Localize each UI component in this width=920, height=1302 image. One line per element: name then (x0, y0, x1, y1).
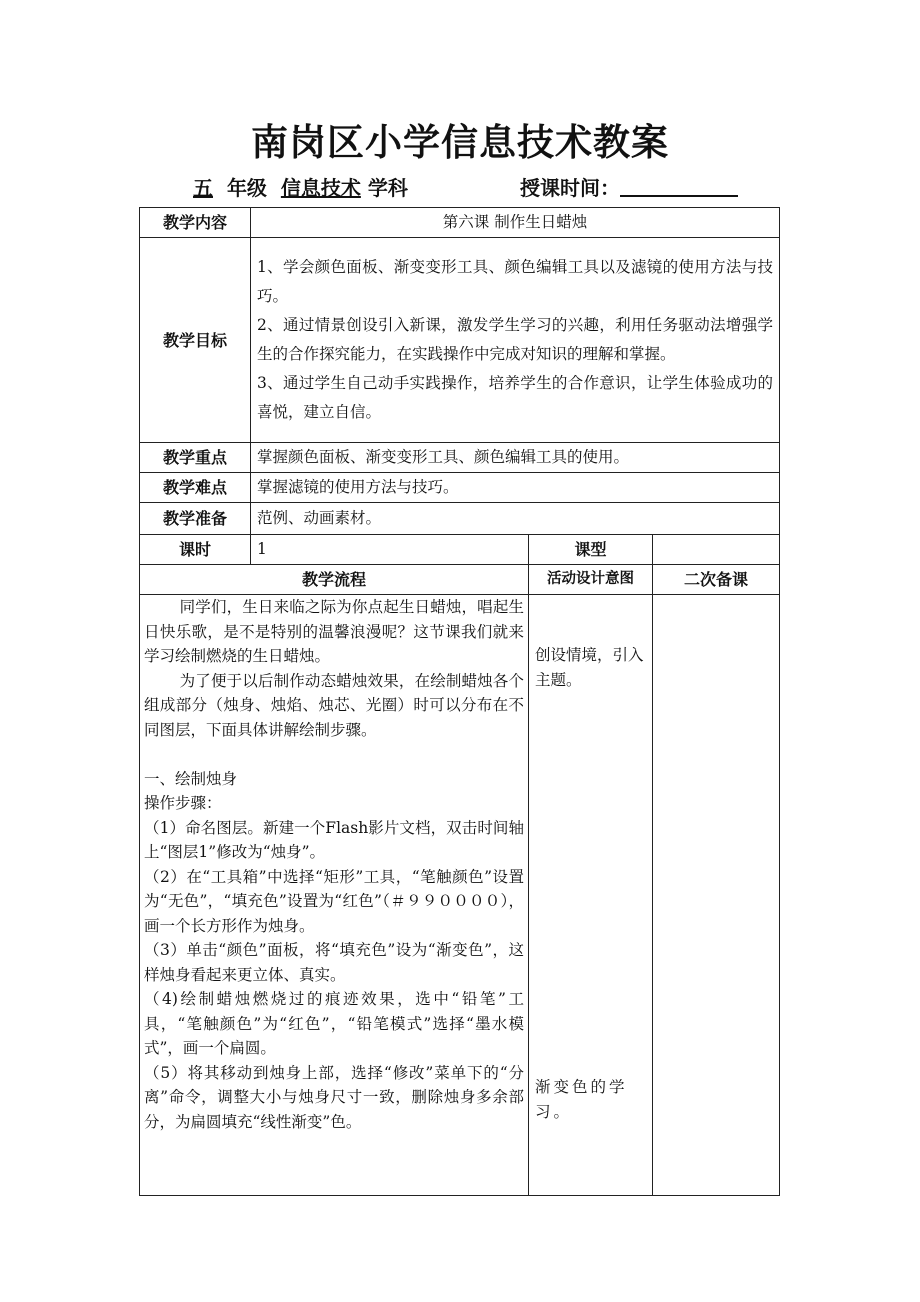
page-title: 南岗区小学信息技术教案 (251, 121, 669, 164)
subject-value: 信息技术 (280, 176, 361, 200)
time-label: 授课时间： (520, 176, 620, 200)
intent-note: 渐变色的学习。 (535, 1078, 628, 1121)
grade-label: 年级 (226, 176, 267, 200)
goal-item: 2、通过情景创设引入新课，激发学生学习的兴趣，利用任务驱动法增强学生的合作探究能力，在实践操作中完成对知识的理解和掌握。 (257, 316, 774, 363)
time-line (520, 172, 738, 201)
difficulty-value: 掌握滤镜的使用方法与技巧。 (251, 473, 780, 503)
flow-paragraph: 同学们，生日来临之际为你点起生日蜡烛，唱起生日快乐歌，是不是特别的温馨浪漫呢？这节课我们就来学习绘制燃烧的生日蜡烛。 (144, 598, 524, 665)
intent-note: 创设情境，引入主题。 (535, 646, 644, 689)
type-value (653, 535, 780, 565)
lesson-table (139, 207, 780, 1196)
content-row (140, 208, 780, 238)
second-cell (653, 595, 780, 1196)
goal-item: 3、通过学生自己动手实践操作，培养学生的合作意识，让学生体验成功的喜悦，建立自信。 (257, 374, 774, 421)
subject-label: 学科 (367, 176, 408, 200)
prep-value: 范例、动画素材。 (251, 503, 780, 535)
type-label: 课型 (529, 535, 653, 565)
goal-item: 1、学会颜色面板、渐变变形工具、颜色编辑工具以及滤镜的使用方法与技巧。 (257, 258, 774, 305)
period-row (140, 535, 780, 565)
flow-header-row (140, 565, 780, 595)
goals-cell (251, 238, 780, 443)
time-blank (620, 177, 738, 197)
difficulty-label: 教学难点 (140, 473, 251, 503)
prep-label: 教学准备 (140, 503, 251, 535)
flow-header: 教学流程 (140, 565, 529, 595)
step-item: （3）单击“颜色”面板，将“填充色”设为“渐变色”，这样烛身看起来更立体、真实。 (144, 941, 524, 984)
flow-cell (140, 595, 529, 1196)
key-label: 教学重点 (140, 443, 251, 473)
difficulty-row (140, 473, 780, 503)
goals-row (140, 238, 780, 443)
second-header: 二次备课 (653, 565, 780, 595)
steps-label: 操作步骤： (144, 794, 222, 812)
period-value: 1 (251, 535, 529, 565)
key-row (140, 443, 780, 473)
flow-row (140, 595, 780, 1196)
intent-cell (529, 595, 653, 1196)
intent-header: 活动设计意图 (529, 565, 653, 595)
step-item: （1）命名图层。新建一个Flash影片文档，双击时间轴上“图层1”修改为“烛身”。 (144, 818, 524, 861)
prep-row (140, 503, 780, 535)
content-label: 教学内容 (140, 208, 251, 238)
grade-line (193, 172, 408, 201)
step-item: （2）在“工具箱”中选择“矩形”工具，“笔触颜色”设置为“无色”，“填充色”设置为“红色”（＃９９００００），画一个长方形作为烛身。 (144, 867, 524, 935)
content-value: 第六课 制作生日蜡烛 (251, 208, 780, 238)
grade-value: 五 (193, 176, 213, 200)
flow-paragraph: 为了便于以后制作动态蜡烛效果，在绘制蜡烛各个组成部分（烛身、烛焰、烛芯、光圈）时可以分布在不同图层，下面具体讲解绘制步骤。 (144, 671, 524, 739)
goals-label: 教学目标 (140, 238, 251, 443)
section-heading: 一、绘制烛身 (144, 769, 238, 788)
key-value: 掌握颜色面板、渐变变形工具、颜色编辑工具的使用。 (251, 443, 780, 473)
step-item: （4)绘制蜡烛燃烧过的痕迹效果，选中“铅笔”工具，“笔触颜色”为“红色”，“铅笔模式”选择“墨水模式”，画一个扁圆。 (144, 990, 524, 1057)
spacer (144, 742, 524, 767)
period-label: 课时 (140, 535, 251, 565)
step-item: （5）将其移动到烛身上部，选择“修改”菜单下的“分离”命令，调整大小与烛身尺寸一致，删除烛身多余部分，为扁圆填充“线性渐变”色。 (144, 1063, 524, 1131)
